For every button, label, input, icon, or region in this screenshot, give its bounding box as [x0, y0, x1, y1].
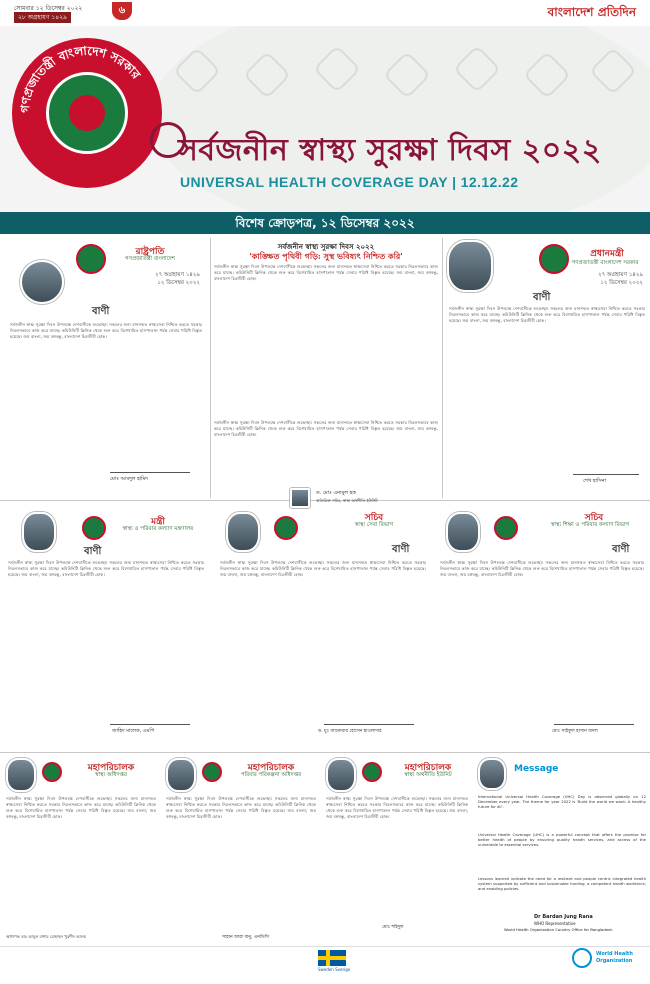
dg-health-message	[0, 754, 160, 946]
signature-line	[573, 474, 639, 475]
minister-bani-label: বাণী	[84, 546, 102, 557]
hex-icon	[523, 51, 571, 99]
secretary-role: সচিব	[364, 513, 384, 523]
minister-role-sub: স্বাস্থ্য ও পরিবার কল্যাণ মন্ত্রণালয়	[122, 526, 194, 532]
hex-icon	[383, 51, 431, 99]
who-message	[474, 754, 650, 954]
seal-sun	[69, 95, 105, 131]
sweden-text: Sweden Sverige	[318, 967, 351, 972]
dg-signature: সাহান আরা বানু, এনডিসি	[222, 935, 269, 940]
dg-role: মহাপরিচালক	[247, 763, 295, 773]
secretary-role-sub: স্বাস্থ্য শিক্ষা ও পরিবার কল্যাণ বিভাগ	[550, 522, 630, 528]
pm-role: প্রধানমন্ত্রী	[590, 249, 624, 259]
pm-date-english: ১২ ডিসেম্বর ২০২২	[600, 280, 643, 286]
president-role: রাষ্ট্রপতি	[135, 247, 165, 257]
pm-portrait	[447, 240, 493, 292]
center-article-text: সর্বজনীন স্বাস্থ্য সুরক্ষা দিবস উপলক্ষে দেশবাসীকে শুভেচ্ছা। সকলের জন্য মানসম্মত স্বাস্থ্যসেবা নিশ্চিত করতে সরকার নিরলসভাবে কাজ করে যাচ্ছে। কমিউনিটি ক্লিনিক থেকে শুরু করে বিশেষায়িত হাসপাতাল পর্যন্ত সেবার পরিধি বিস্তৃত হয়েছে। জয় বাংলা, জয় বঙ্গবন্ধু, বাংলাদেশ চিরজীবী হোক।	[214, 264, 438, 281]
who-logo-text	[596, 951, 633, 965]
page-number: ৬	[112, 2, 132, 20]
author-role: অতিরিক্ত সচিব, স্বাস্থ্য অর্থনীতি ইউনিট	[316, 498, 378, 503]
dg-role: মহাপরিচালক	[404, 763, 452, 773]
who-representative-portrait	[478, 758, 506, 790]
who-paragraph-2: Universal Health Coverage (UHC) is a powerful concept that offers the promise for better health of people by ensuring quality health services, and access of the vulnerable to essential services.	[478, 832, 646, 847]
signature-line	[324, 724, 414, 725]
dg-message-text: সর্বজনীন স্বাস্থ্য সুরক্ষা দিবস উপলক্ষে দেশবাসীকে শুভেচ্ছা। সকলের জন্য মানসম্মত স্বাস্থ্যসেবা নিশ্চিত করতে সরকার নিরলসভাবে কাজ করে যাচ্ছে। কমিউনিটি ক্লিনিক থেকে শুরু করে বিশেষায়িত হাসপাতাল পর্যন্ত সেবার পরিধি বিস্তৃত হয়েছে। জয় বাংলা, জয় বঙ্গবন্ধু, বাংলাদেশ চিরজীবী হোক।	[6, 796, 156, 819]
president-message	[0, 236, 210, 500]
dg-portrait	[166, 758, 196, 792]
banner-headline-english: UNIVERSAL HEALTH COVERAGE DAY | 12.12.22	[180, 174, 519, 190]
who-signature-role: WHO Representative	[534, 921, 576, 926]
dg-role-sub: স্বাস্থ্য অর্থনীতি ইউনিট	[404, 772, 452, 778]
secretary-role: সচিব	[584, 513, 604, 523]
secretary-medical-education-message	[434, 502, 650, 752]
hex-icon	[589, 47, 637, 95]
column-divider	[210, 238, 211, 498]
issue-date-bengali: ২৮ অগ্রহায়ণ ১৪২৯	[14, 12, 71, 23]
dg-signature: অধ্যাপক ডাঃ আবুল বাশার মোহাম্মদ খুরশীদ আলম	[6, 934, 87, 939]
secretary-health-services-message	[214, 502, 432, 752]
pm-signature: শেখ হাসিনা	[583, 478, 607, 484]
dg-family-planning-message	[162, 754, 320, 946]
who-logo	[572, 948, 636, 970]
who-message-title: Message	[514, 764, 559, 774]
secretary-portrait	[226, 512, 260, 552]
sweden-flag-icon	[318, 950, 346, 966]
who-globe-icon	[572, 948, 592, 968]
department-logo-icon	[362, 762, 382, 782]
pm-message-text: সর্বজনীন স্বাস্থ্য সুরক্ষা দিবস উপলক্ষে দেশবাসীকে শুভেচ্ছা। সকলের জন্য মানসম্মত স্বাস্থ্যসেবা নিশ্চিত করতে সরকার নিরলসভাবে কাজ করে যাচ্ছে। কমিউনিটি ক্লিনিক থেকে শুরু করে বিশেষায়িত হাসপাতাল পর্যন্ত সেবার পরিধি বিস্তৃত হয়েছে। জয় বাংলা, জয় বঙ্গবন্ধু, বাংলাদেশ চিরজীবী হোক।	[449, 306, 645, 323]
hex-icon	[313, 45, 361, 93]
hex-icon	[453, 45, 501, 93]
secretary-message-text: সর্বজনীন স্বাস্থ্য সুরক্ষা দিবস উপলক্ষে দেশবাসীকে শুভেচ্ছা। সকলের জন্য মানসম্মত স্বাস্থ্যসেবা নিশ্চিত করতে সরকার নিরলসভাবে কাজ করে যাচ্ছে। কমিউনিটি ক্লিনিক থেকে শুরু করে বিশেষায়িত হাসপাতাল পর্যন্ত সেবার পরিধি বিস্তৃত হয়েছে। জয় বাংলা, জয় বঙ্গবন্ধু, বাংলাদেশ চিরজীবী হোক।	[440, 560, 644, 577]
secretary-portrait	[446, 512, 480, 552]
who-paragraph-3: Lessons learned indicate the need for a resilient and people centric integrated health system supported by sufficient and sustainable funding, a competent health workforce, and enabling policies.	[478, 876, 646, 891]
minister-message-text: সর্বজনীন স্বাস্থ্য সুরক্ষা দিবস উপলক্ষে দেশবাসীকে শুভেচ্ছা। সকলের জন্য মানসম্মত স্বাস্থ্যসেবা নিশ্চিত করতে সরকার নিরলসভাবে কাজ করে যাচ্ছে। কমিউনিটি ক্লিনিক থেকে শুরু করে বিশেষায়িত হাসপাতাল পর্যন্ত সেবার পরিধি বিস্তৃত হয়েছে। জয় বাংলা, জয় বঙ্গবন্ধু, বাংলাদেশ চিরজীবী হোক।	[8, 560, 204, 577]
supplement-ribbon: বিশেষ ক্রোড়পত্র, ১২ ডিসেম্বর ২০২২	[0, 212, 650, 234]
bangladesh-emblem-icon	[539, 244, 569, 274]
bangladesh-emblem-icon	[274, 516, 298, 540]
dg-portrait	[6, 758, 36, 792]
center-article-subtitle: 'কাঙ্ক্ষিত পৃথিবী গড়ি: সুস্থ ভবিষ্যৎ নিশ্চিত করি'	[249, 251, 403, 261]
who-paragraph-1: International Universal Health Coverage (UHC) Day is observed globally on 12 December every year. The theme for year 2022 is 'Build the world we want: A healthy future for all'.	[478, 794, 646, 809]
who-signature-org: World Health Organization Country Office for Bangladesh	[504, 927, 613, 932]
pm-role-sub: গণপ্রজাতন্ত্রী বাংলাদেশ সরকার	[571, 260, 639, 266]
who-signature: Dr Bardan Jung Rana	[534, 914, 593, 920]
hex-icon	[243, 51, 291, 99]
row-divider	[0, 752, 650, 753]
seal-inner	[46, 72, 128, 154]
bangladesh-emblem-icon	[82, 516, 106, 540]
secretary-role-sub: স্বাস্থ্য সেবা বিভাগ	[354, 522, 394, 528]
hex-icon	[173, 47, 221, 95]
dg-message-text: সর্বজনীন স্বাস্থ্য সুরক্ষা দিবস উপলক্ষে দেশবাসীকে শুভেচ্ছা। সকলের জন্য মানসম্মত স্বাস্থ্যসেবা নিশ্চিত করতে সরকার নিরলসভাবে কাজ করে যাচ্ছে। কমিউনিটি ক্লিনিক থেকে শুরু করে বিশেষায়িত হাসপাতাল পর্যন্ত সেবার পরিধি বিস্তৃত হয়েছে। জয় বাংলা, জয় বঙ্গবন্ধু, বাংলাদেশ চিরজীবী হোক।	[326, 796, 468, 819]
minister-portrait	[22, 512, 56, 552]
secretary-signature: ড. মুঃ আনোয়ার হোসেন হাওলাদার	[318, 729, 382, 734]
secretary-signature: মোঃ সাইফুল হাসান বাদল	[552, 729, 598, 734]
signature-line	[110, 472, 190, 473]
secretary-bani-label: বাণী	[392, 544, 410, 555]
author-name: ড. মোঃ এনামুল হক	[316, 490, 356, 496]
president-bani-label: বাণী	[92, 306, 110, 317]
bangladesh-emblem-icon	[494, 516, 518, 540]
secretary-message-text: সর্বজনীন স্বাস্থ্য সুরক্ষা দিবস উপলক্ষে দেশবাসীকে শুভেচ্ছা। সকলের জন্য মানসম্মত স্বাস্থ্যসেবা নিশ্চিত করতে সরকার নিরলসভাবে কাজ করে যাচ্ছে। কমিউনিটি ক্লিনিক থেকে শুরু করে বিশেষায়িত হাসপাতাল পর্যন্ত সেবার পরিধি বিস্তৃত হয়েছে। জয় বাংলা, জয় বঙ্গবন্ধু, বাংলাদেশ চিরজীবী হোক।	[220, 560, 426, 577]
president-date-english: ১২ ডিসেম্বর ২০২২	[157, 280, 200, 286]
dg-health-economics-message	[322, 754, 472, 946]
president-signature: মোঃ আবদুল হামিদ	[110, 476, 148, 482]
banner-headline: সর্বজনীন স্বাস্থ্য সুরক্ষা দিবস ২০২২	[178, 133, 602, 168]
pm-bani-label: বাণী	[533, 292, 551, 303]
president-date-bengali: ২৭ অগ্রহায়ণ ১৪২৯	[155, 272, 200, 278]
dg-portrait	[326, 758, 356, 792]
center-article-text-2: সর্বজনীন স্বাস্থ্য সুরক্ষা দিবস উপলক্ষে দেশবাসীকে শুভেচ্ছা। সকলের জন্য মানসম্মত স্বাস্থ্যসেবা নিশ্চিত করতে সরকার নিরলসভাবে কাজ করে যাচ্ছে। কমিউনিটি ক্লিনিক থেকে শুরু করে বিশেষায়িত হাসপাতাল পর্যন্ত সেবার পরিধি বিস্তৃত হয়েছে। জয় বাংলা, জয় বঙ্গবন্ধু, বাংলাদেশ চিরজীবী হোক।	[214, 420, 438, 437]
signature-line	[554, 724, 634, 725]
president-portrait	[20, 260, 64, 304]
president-role-sub: গণপ্রজাতন্ত্রী বাংলাদেশ	[125, 256, 175, 262]
dg-role: মহাপরিচালক	[87, 763, 135, 773]
signature-line	[110, 724, 190, 725]
hex-icon-row	[160, 44, 640, 104]
seal-text: গণপ্রজাতন্ত্রী বাংলাদেশ সরকার	[17, 43, 144, 114]
secretary-bani-label: বাণী	[612, 544, 630, 555]
department-logo-icon	[42, 762, 62, 782]
dg-message-text: সর্বজনীন স্বাস্থ্য সুরক্ষা দিবস উপলক্ষে দেশবাসীকে শুভেচ্ছা। সকলের জন্য মানসম্মত স্বাস্থ্যসেবা নিশ্চিত করতে সরকার নিরলসভাবে কাজ করে যাচ্ছে। কমিউনিটি ক্লিনিক থেকে শুরু করে বিশেষায়িত হাসপাতাল পর্যন্ত সেবার পরিধি বিস্তৃত হয়েছে। জয় বাংলা, জয় বঙ্গবন্ধু, বাংলাদেশ চিরজীবী হোক।	[166, 796, 316, 819]
president-message-text: সর্বজনীন স্বাস্থ্য সুরক্ষা দিবস উপলক্ষে দেশবাসীকে শুভেচ্ছা। সকলের জন্য মানসম্মত স্বাস্থ্যসেবা নিশ্চিত করতে সরকার নিরলসভাবে কাজ করে যাচ্ছে। কমিউনিটি ক্লিনিক থেকে শুরু করে বিশেষায়িত হাসপাতাল পর্যন্ত সেবার পরিধি বিস্তৃত হয়েছে। জয় বাংলা, জয় বঙ্গবন্ধু, বাংলাদেশ চিরজীবী হোক।	[10, 322, 202, 339]
newspaper-name: বাংলাদেশ প্রতিদিন	[547, 5, 636, 19]
pm-message	[443, 236, 650, 500]
minister-message	[0, 502, 212, 752]
who-logo-line1: World Health	[596, 951, 633, 957]
minister-signature: জাহিদ মালেক, এমপি	[112, 728, 155, 734]
minister-role: মন্ত্রী	[151, 517, 165, 527]
dg-role-sub: পরিবার পরিকল্পনা অধিদপ্তর	[240, 772, 302, 778]
header-banner	[0, 26, 650, 212]
sweden-logo	[318, 950, 356, 972]
issue-date: সোমবার ১২ ডিসেম্বর ২০২২	[14, 5, 83, 12]
top-bar	[0, 0, 650, 24]
pm-date-bengali: ২৭ অগ্রহায়ণ ১৪২৯	[598, 272, 643, 278]
center-article-title: সর্বজনীন স্বাস্থ্য সুরক্ষা দিবস ২০২২	[277, 243, 375, 251]
dg-role-sub: স্বাস্থ্য অধিদপ্তর	[95, 772, 127, 778]
department-logo-icon	[202, 762, 222, 782]
who-logo-line2: Organization	[596, 958, 633, 964]
government-seal	[12, 38, 162, 188]
dg-signature: মোঃ শহিদুল	[382, 925, 404, 930]
